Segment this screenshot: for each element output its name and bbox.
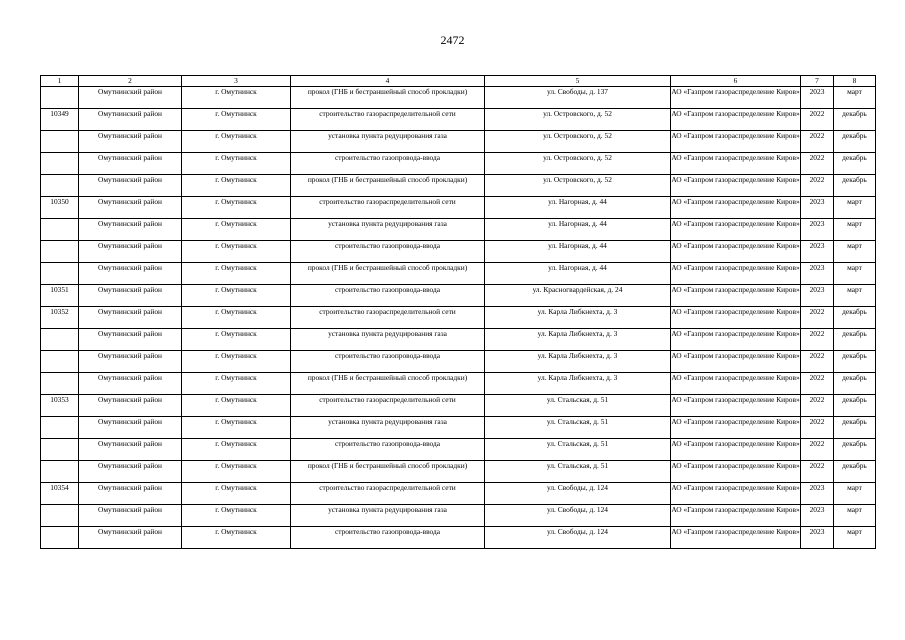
organization-cell: АО «Газпром газораспределение Киров»	[671, 197, 801, 219]
row-number-cell: 10353	[41, 395, 79, 417]
row-number-cell	[41, 329, 79, 351]
organization-cell: АО «Газпром газораспределение Киров»	[671, 395, 801, 417]
work-type-cell: прокол (ГНБ и бестраншейный способ прокладки)	[291, 373, 485, 395]
row-number-cell	[41, 153, 79, 175]
row-number-cell	[41, 373, 79, 395]
year-cell: 2023	[801, 241, 834, 263]
table-row	[41, 483, 876, 505]
row-number-cell	[41, 527, 79, 549]
address-cell: ул. Островского, д. 52	[485, 175, 671, 197]
locality-cell: г. Омутнинск	[182, 329, 291, 351]
organization-cell: АО «Газпром газораспределение Киров»	[671, 461, 801, 483]
row-number-cell	[41, 241, 79, 263]
year-cell: 2023	[801, 285, 834, 307]
address-cell: ул. Островского, д. 52	[485, 153, 671, 175]
district-cell: Омутнинский район	[79, 307, 182, 329]
row-number-cell: 10350	[41, 197, 79, 219]
organization-cell: АО «Газпром газораспределение Киров»	[671, 329, 801, 351]
year-cell: 2023	[801, 483, 834, 505]
year-cell: 2023	[801, 87, 834, 109]
year-cell: 2022	[801, 439, 834, 461]
row-number-cell	[41, 87, 79, 109]
organization-cell: АО «Газпром газораспределение Киров»	[671, 307, 801, 329]
locality-cell: г. Омутнинск	[182, 351, 291, 373]
district-cell: Омутнинский район	[79, 373, 182, 395]
locality-cell: г. Омутнинск	[182, 153, 291, 175]
row-number-cell	[41, 131, 79, 153]
district-cell: Омутнинский район	[79, 505, 182, 527]
work-type-cell: установка пункта редуцирования газа	[291, 219, 485, 241]
address-cell: ул. Островского, д. 52	[485, 131, 671, 153]
organization-cell: АО «Газпром газораспределение Киров»	[671, 219, 801, 241]
work-type-cell: прокол (ГНБ и бестраншейный способ прокладки)	[291, 175, 485, 197]
table-row	[41, 307, 876, 329]
year-cell: 2022	[801, 395, 834, 417]
organization-cell: АО «Газпром газораспределение Киров»	[671, 527, 801, 549]
organization-cell: АО «Газпром газораспределение Киров»	[671, 87, 801, 109]
year-cell: 2022	[801, 131, 834, 153]
work-type-cell: прокол (ГНБ и бестраншейный способ прокладки)	[291, 461, 485, 483]
organization-cell: АО «Газпром газораспределение Киров»	[671, 175, 801, 197]
year-cell: 2022	[801, 307, 834, 329]
month-cell: март	[834, 483, 876, 505]
row-number-cell	[41, 505, 79, 527]
work-type-cell: строительство газораспределительной сети	[291, 395, 485, 417]
column-header: 5	[485, 76, 671, 87]
year-cell: 2023	[801, 505, 834, 527]
month-cell: март	[834, 87, 876, 109]
work-type-cell: установка пункта редуцирования газа	[291, 329, 485, 351]
year-cell: 2022	[801, 351, 834, 373]
table-row	[41, 153, 876, 175]
locality-cell: г. Омутнинск	[182, 307, 291, 329]
work-type-cell: прокол (ГНБ и бестраншейный способ прокладки)	[291, 263, 485, 285]
organization-cell: АО «Газпром газораспределение Киров»	[671, 417, 801, 439]
year-cell: 2023	[801, 263, 834, 285]
page-number: 2472	[440, 33, 465, 47]
district-cell: Омутнинский район	[79, 263, 182, 285]
table-row	[41, 417, 876, 439]
address-cell: ул. Карла Либкнехта, д. 3	[485, 373, 671, 395]
table-row	[41, 109, 876, 131]
locality-cell: г. Омутнинск	[182, 109, 291, 131]
year-cell: 2022	[801, 461, 834, 483]
organization-cell: АО «Газпром газораспределение Киров»	[671, 241, 801, 263]
organization-cell: АО «Газпром газораспределение Киров»	[671, 505, 801, 527]
address-cell: ул. Стальская, д. 51	[485, 417, 671, 439]
locality-cell: г. Омутнинск	[182, 263, 291, 285]
address-cell: ул. Нагорная, д. 44	[485, 197, 671, 219]
address-cell: ул. Свободы, д. 124	[485, 527, 671, 549]
address-cell: ул. Свободы, д. 137	[485, 87, 671, 109]
locality-cell: г. Омутнинск	[182, 241, 291, 263]
month-cell: март	[834, 197, 876, 219]
column-header: 3	[182, 76, 291, 87]
work-type-cell: строительство газопровода-ввода	[291, 527, 485, 549]
table-row	[41, 329, 876, 351]
row-number-cell	[41, 175, 79, 197]
district-cell: Омутнинский район	[79, 109, 182, 131]
year-cell: 2022	[801, 153, 834, 175]
organization-cell: АО «Газпром газораспределение Киров»	[671, 439, 801, 461]
locality-cell: г. Омутнинск	[182, 175, 291, 197]
table-row	[41, 241, 876, 263]
district-cell: Омутнинский район	[79, 285, 182, 307]
address-cell: ул. Нагорная, д. 44	[485, 219, 671, 241]
column-header: 2	[79, 76, 182, 87]
work-type-cell: прокол (ГНБ и бестраншейный способ прокладки)	[291, 87, 485, 109]
table-row	[41, 87, 876, 109]
table-row	[41, 461, 876, 483]
district-cell: Омутнинский район	[79, 329, 182, 351]
row-number-cell	[41, 417, 79, 439]
month-cell: декабрь	[834, 175, 876, 197]
work-type-cell: строительство газопровода-ввода	[291, 285, 485, 307]
row-number-cell: 10351	[41, 285, 79, 307]
year-cell: 2022	[801, 417, 834, 439]
table-row	[41, 439, 876, 461]
month-cell: март	[834, 285, 876, 307]
district-cell: Омутнинский район	[79, 439, 182, 461]
month-cell: декабрь	[834, 395, 876, 417]
year-cell: 2023	[801, 527, 834, 549]
district-cell: Омутнинский район	[79, 395, 182, 417]
year-cell: 2022	[801, 175, 834, 197]
district-cell: Омутнинский район	[79, 175, 182, 197]
district-cell: Омутнинский район	[79, 197, 182, 219]
work-type-cell: строительство газопровода-ввода	[291, 351, 485, 373]
row-number-cell: 10354	[41, 483, 79, 505]
locality-cell: г. Омутнинск	[182, 461, 291, 483]
organization-cell: АО «Газпром газораспределение Киров»	[671, 351, 801, 373]
month-cell: март	[834, 263, 876, 285]
year-cell: 2023	[801, 219, 834, 241]
district-cell: Омутнинский район	[79, 483, 182, 505]
locality-cell: г. Омутнинск	[182, 439, 291, 461]
locality-cell: г. Омутнинск	[182, 505, 291, 527]
table-header-row	[41, 76, 876, 87]
table-row	[41, 219, 876, 241]
table-row	[41, 395, 876, 417]
table-row	[41, 197, 876, 219]
organization-cell: АО «Газпром газораспределение Киров»	[671, 263, 801, 285]
month-cell: декабрь	[834, 439, 876, 461]
row-number-cell: 10352	[41, 307, 79, 329]
work-type-cell: строительство газопровода-ввода	[291, 241, 485, 263]
locality-cell: г. Омутнинск	[182, 483, 291, 505]
month-cell: декабрь	[834, 109, 876, 131]
locality-cell: г. Омутнинск	[182, 527, 291, 549]
table-row	[41, 131, 876, 153]
address-cell: ул. Свободы, д. 124	[485, 483, 671, 505]
work-type-cell: установка пункта редуцирования газа	[291, 131, 485, 153]
table-row	[41, 263, 876, 285]
month-cell: декабрь	[834, 373, 876, 395]
district-cell: Омутнинский район	[79, 241, 182, 263]
organization-cell: АО «Газпром газораспределение Киров»	[671, 483, 801, 505]
column-header: 4	[291, 76, 485, 87]
locality-cell: г. Омутнинск	[182, 417, 291, 439]
row-number-cell	[41, 461, 79, 483]
organization-cell: АО «Газпром газораспределение Киров»	[671, 131, 801, 153]
schedule-table	[40, 75, 876, 549]
month-cell: декабрь	[834, 153, 876, 175]
row-number-cell: 10349	[41, 109, 79, 131]
address-cell: ул. Нагорная, д. 44	[485, 241, 671, 263]
table-row	[41, 505, 876, 527]
row-number-cell	[41, 351, 79, 373]
address-cell: ул. Свободы, д. 124	[485, 505, 671, 527]
locality-cell: г. Омутнинск	[182, 87, 291, 109]
work-type-cell: строительство газораспределительной сети	[291, 197, 485, 219]
address-cell: ул. Стальская, д. 51	[485, 395, 671, 417]
locality-cell: г. Омутнинск	[182, 131, 291, 153]
year-cell: 2023	[801, 197, 834, 219]
organization-cell: АО «Газпром газораспределение Киров»	[671, 285, 801, 307]
address-cell: ул. Стальская, д. 51	[485, 439, 671, 461]
address-cell: ул. Карла Либкнехта, д. 3	[485, 351, 671, 373]
work-type-cell: строительство газораспределительной сети	[291, 307, 485, 329]
work-type-cell: строительство газораспределительной сети	[291, 109, 485, 131]
work-type-cell: установка пункта редуцирования газа	[291, 505, 485, 527]
month-cell: декабрь	[834, 461, 876, 483]
month-cell: декабрь	[834, 329, 876, 351]
month-cell: декабрь	[834, 131, 876, 153]
column-header: 7	[801, 76, 834, 87]
organization-cell: АО «Газпром газораспределение Киров»	[671, 109, 801, 131]
row-number-cell	[41, 219, 79, 241]
table-row	[41, 351, 876, 373]
address-cell: ул. Островского, д. 52	[485, 109, 671, 131]
month-cell: декабрь	[834, 417, 876, 439]
year-cell: 2022	[801, 373, 834, 395]
month-cell: декабрь	[834, 307, 876, 329]
district-cell: Омутнинский район	[79, 461, 182, 483]
month-cell: март	[834, 505, 876, 527]
work-type-cell: строительство газораспределительной сети	[291, 483, 485, 505]
locality-cell: г. Омутнинск	[182, 219, 291, 241]
table-body	[41, 87, 876, 549]
district-cell: Омутнинский район	[79, 131, 182, 153]
locality-cell: г. Омутнинск	[182, 373, 291, 395]
row-number-cell	[41, 263, 79, 285]
table-row	[41, 175, 876, 197]
locality-cell: г. Омутнинск	[182, 285, 291, 307]
month-cell: декабрь	[834, 351, 876, 373]
month-cell: март	[834, 241, 876, 263]
month-cell: март	[834, 219, 876, 241]
organization-cell: АО «Газпром газораспределение Киров»	[671, 373, 801, 395]
column-header: 8	[834, 76, 876, 87]
district-cell: Омутнинский район	[79, 527, 182, 549]
district-cell: Омутнинский район	[79, 417, 182, 439]
column-header: 6	[671, 76, 801, 87]
address-cell: ул. Карла Либкнехта, д. 3	[485, 329, 671, 351]
year-cell: 2022	[801, 109, 834, 131]
row-number-cell	[41, 439, 79, 461]
organization-cell: АО «Газпром газораспределение Киров»	[671, 153, 801, 175]
address-cell: ул. Нагорная, д. 44	[485, 263, 671, 285]
district-cell: Омутнинский район	[79, 219, 182, 241]
address-cell: ул. Стальская, д. 51	[485, 461, 671, 483]
table-row	[41, 373, 876, 395]
locality-cell: г. Омутнинск	[182, 395, 291, 417]
month-cell: март	[834, 527, 876, 549]
address-cell: ул. Карла Либкнехта, д. 3	[485, 307, 671, 329]
year-cell: 2022	[801, 329, 834, 351]
table-row	[41, 285, 876, 307]
table-row	[41, 527, 876, 549]
work-type-cell: установка пункта редуцирования газа	[291, 417, 485, 439]
locality-cell: г. Омутнинск	[182, 197, 291, 219]
work-type-cell: строительство газопровода-ввода	[291, 153, 485, 175]
district-cell: Омутнинский район	[79, 87, 182, 109]
district-cell: Омутнинский район	[79, 351, 182, 373]
work-type-cell: строительство газопровода-ввода	[291, 439, 485, 461]
address-cell: ул. Красногвардейская, д. 24	[485, 285, 671, 307]
column-header: 1	[41, 76, 79, 87]
district-cell: Омутнинский район	[79, 153, 182, 175]
